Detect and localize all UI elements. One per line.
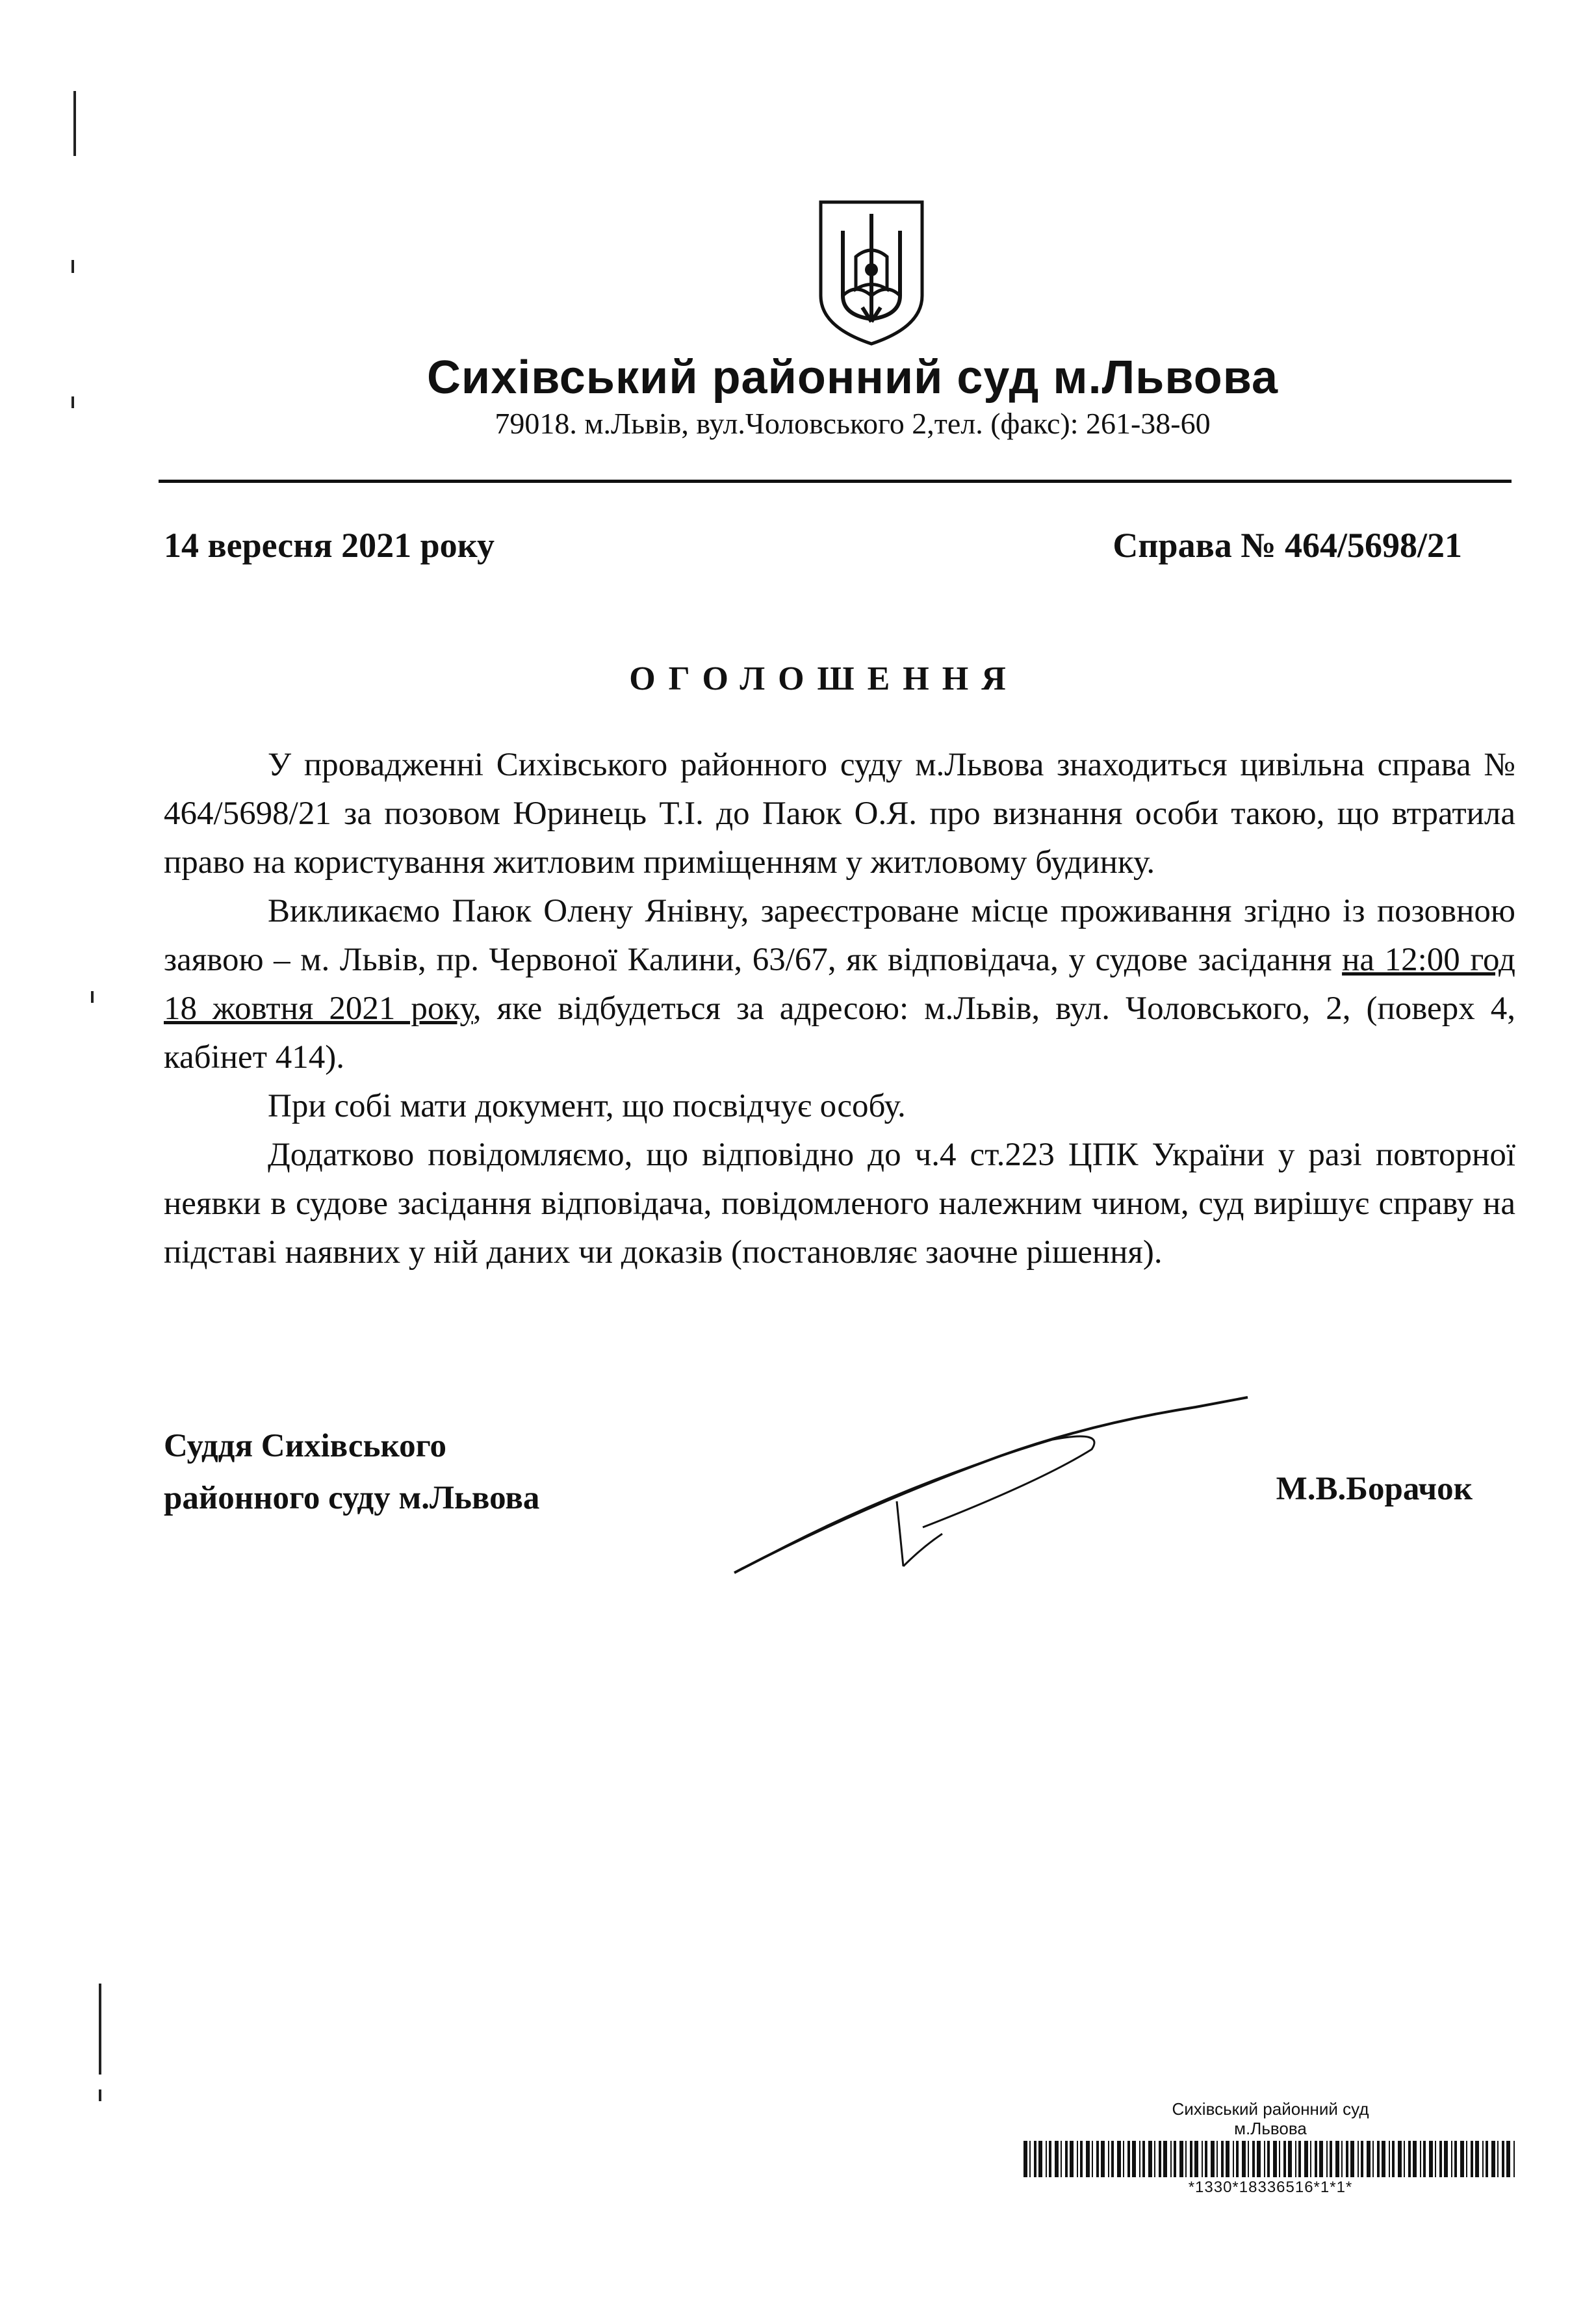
barcode-bar [1435, 2141, 1436, 2177]
coat-of-arms-icon [817, 198, 926, 348]
barcode-bar [1439, 2141, 1442, 2177]
stamp-city: м.Львова [1234, 2119, 1307, 2138]
barcode-bar [1257, 2141, 1261, 2177]
barcode-bar [1046, 2141, 1047, 2177]
barcode-bar [1179, 2141, 1183, 2177]
court-barcode-stamp [1017, 2099, 1524, 2197]
barcode-bar [1273, 2141, 1277, 2177]
barcode-bar [1392, 2141, 1395, 2177]
barcode-bar [1460, 2141, 1464, 2177]
barcode-bar [1346, 2141, 1348, 2177]
barcode-bar [1221, 2141, 1224, 2177]
barcode-bar [1216, 2141, 1218, 2177]
barcode-bar [1341, 2141, 1343, 2177]
barcode-bar [1423, 2141, 1426, 2177]
barcode-bar [1466, 2141, 1467, 2177]
scan-artifact [99, 2089, 101, 2101]
barcode-bar [1148, 2141, 1152, 2177]
barcode-bar [1190, 2141, 1192, 2177]
barcode-bar [1194, 2141, 1198, 2177]
barcode-bar [1154, 2141, 1155, 2177]
barcode-bar [1295, 2141, 1296, 2177]
barcode-bar [1123, 2141, 1124, 2177]
barcode-bar [1486, 2141, 1488, 2177]
barcode-bar [1444, 2141, 1448, 2177]
paragraph-notice: Додатково повідомляємо, що відповідно до ч.4 ст.223 ЦПК України у разі повторної неявки в судове засідання відповідача, повідомленого належним чином, суд вирішує справу на підставі наявних у ній даних чи доказів (постановляє заочне рішення). [164, 1137, 1515, 1271]
court-name: Сихівський районний суд м.Львова [426, 352, 1279, 404]
announcement-body [164, 741, 1515, 1277]
barcode-bar [1077, 2141, 1078, 2177]
paragraph-summons [164, 887, 1515, 1082]
barcode-bar [1049, 2141, 1051, 2177]
summons-text: Викликаємо Паюк Олену Янівну, зареєстроване місце проживання згідно із позовною заявою – м. Львів, пр. Червоної Калини, 63/67, як відповідача, у судове засідання [164, 893, 1515, 978]
document-date: 14 вересня 2021 року [164, 526, 495, 565]
barcode-bar [1513, 2141, 1515, 2177]
barcode-bar [1236, 2141, 1239, 2177]
barcode-bar [1034, 2141, 1036, 2177]
barcode-bar [1248, 2141, 1249, 2177]
barcode-bar [1389, 2141, 1390, 2177]
barcode-bar [1242, 2141, 1246, 2177]
barcode-bar [1283, 2141, 1286, 2177]
scan-artifact [99, 1984, 101, 2075]
barcode-bar [1070, 2141, 1074, 2177]
handwritten-signature [728, 1378, 1267, 1586]
barcode-bar [1211, 2141, 1215, 2177]
barcode-bar [1061, 2141, 1062, 2177]
barcode-bar [1304, 2141, 1308, 2177]
barcode-bar [1127, 2141, 1130, 2177]
barcode-bar [1335, 2141, 1339, 2177]
hearing-datetime: на 12:00 год 18 жовтня 2021 року [164, 942, 1515, 1027]
barcode-bar [1502, 2141, 1504, 2177]
case-number: Справа № 464/5698/21 [1113, 526, 1462, 565]
barcode-bar [1055, 2141, 1059, 2177]
barcode-bar [1367, 2141, 1371, 2177]
barcode-bar [1038, 2141, 1042, 2177]
barcode-bar [1497, 2141, 1499, 2177]
barcode-bar [1451, 2141, 1452, 2177]
barcode-bar [1288, 2141, 1292, 2177]
barcode-bar [1092, 2141, 1093, 2177]
barcode-bar [1252, 2141, 1255, 2177]
barcode-bar [1101, 2141, 1105, 2177]
scan-artifact [91, 991, 94, 1003]
barcode-bar [1086, 2141, 1090, 2177]
barcode-bar [1159, 2141, 1161, 2177]
scan-artifact [73, 91, 76, 156]
barcode-bar [1358, 2141, 1359, 2177]
header-divider [159, 480, 1512, 483]
barcode-bar [1319, 2141, 1323, 2177]
barcode-bar [1264, 2141, 1265, 2177]
barcode-bar [1170, 2141, 1172, 2177]
barcode-bar [1298, 2141, 1301, 2177]
barcode-bar [1408, 2141, 1411, 2177]
judge-title-line2: районного суду м.Львова [164, 1480, 540, 1516]
document-title: ОГОЛОШЕННЯ [629, 660, 1019, 697]
barcode-bar [1315, 2141, 1317, 2177]
barcode-bar [1420, 2141, 1421, 2177]
barcode-bar [1471, 2141, 1473, 2177]
barcode-bar [1029, 2141, 1031, 2177]
barcode-bar [1185, 2141, 1187, 2177]
barcode-bar [1382, 2141, 1385, 2177]
barcode-bar [1132, 2141, 1136, 2177]
barcode-bar [1202, 2141, 1203, 2177]
barcode-bar [1326, 2141, 1328, 2177]
scan-artifact [71, 260, 74, 273]
barcode-bar [1310, 2141, 1311, 2177]
barcode-bar [1361, 2141, 1363, 2177]
barcode-bar [1139, 2141, 1140, 2177]
barcode-bar [1174, 2141, 1176, 2177]
judge-title-line1: Суддя Сихівського [164, 1428, 447, 1464]
barcode-bar [1279, 2141, 1280, 2177]
court-address: 79018. м.Львів, вул.Чоловського 2,тел. (факс): 261-38-60 [495, 407, 1211, 440]
barcode-bar [1404, 2141, 1405, 2177]
barcode-bar [1226, 2141, 1229, 2177]
barcode-bar [1413, 2141, 1417, 2177]
judge-title [164, 1420, 539, 1524]
paragraph-case: У провадженні Сихівського районного суду м.Львова знаходиться цивільна справа № 464/5698/21 за позовом Юринець Т.І. до Паюк О.Я. про визнання особи такою, що втратила право на користування житловим приміщенням у житловому будинку. [164, 747, 1515, 881]
barcode-bar [1398, 2141, 1402, 2177]
summons-address: , яке відбудеться за адресою: м.Львів, вул. Чоловського, 2, (поверх 4, кабінет 414). [164, 990, 1515, 1076]
barcode-bar [1065, 2141, 1068, 2177]
barcode-bar [1163, 2141, 1167, 2177]
barcode-bar [1108, 2141, 1109, 2177]
barcode-bar [1377, 2141, 1380, 2177]
barcode-bar [1233, 2141, 1234, 2177]
barcode-number: *1330*18336516*1*1* [1188, 2179, 1353, 2196]
judge-name: М.В.Борачок [1276, 1471, 1473, 1507]
barcode-bar [1205, 2141, 1207, 2177]
barcode-bar [1330, 2141, 1332, 2177]
barcode-bar [1023, 2141, 1027, 2177]
barcode-bar [1111, 2141, 1114, 2177]
barcode-icon [1023, 2141, 1517, 2177]
barcode-bar [1142, 2141, 1145, 2177]
barcode-bar [1080, 2141, 1083, 2177]
barcode-bar [1267, 2141, 1270, 2177]
barcode-bar [1482, 2141, 1484, 2177]
barcode-bar [1096, 2141, 1099, 2177]
barcode-bar [1117, 2141, 1121, 2177]
barcode-bar [1350, 2141, 1354, 2177]
barcode-bar [1454, 2141, 1457, 2177]
barcode-bar [1372, 2141, 1374, 2177]
paragraph-id-document: При собі мати документ, що посвідчує особу. [268, 1088, 906, 1124]
barcode-bar [1429, 2141, 1433, 2177]
barcode-bar [1475, 2141, 1479, 2177]
barcode-bar [1491, 2141, 1495, 2177]
barcode-bar [1506, 2141, 1510, 2177]
stamp-court-name: Сихівський районний суд [1172, 2099, 1369, 2119]
